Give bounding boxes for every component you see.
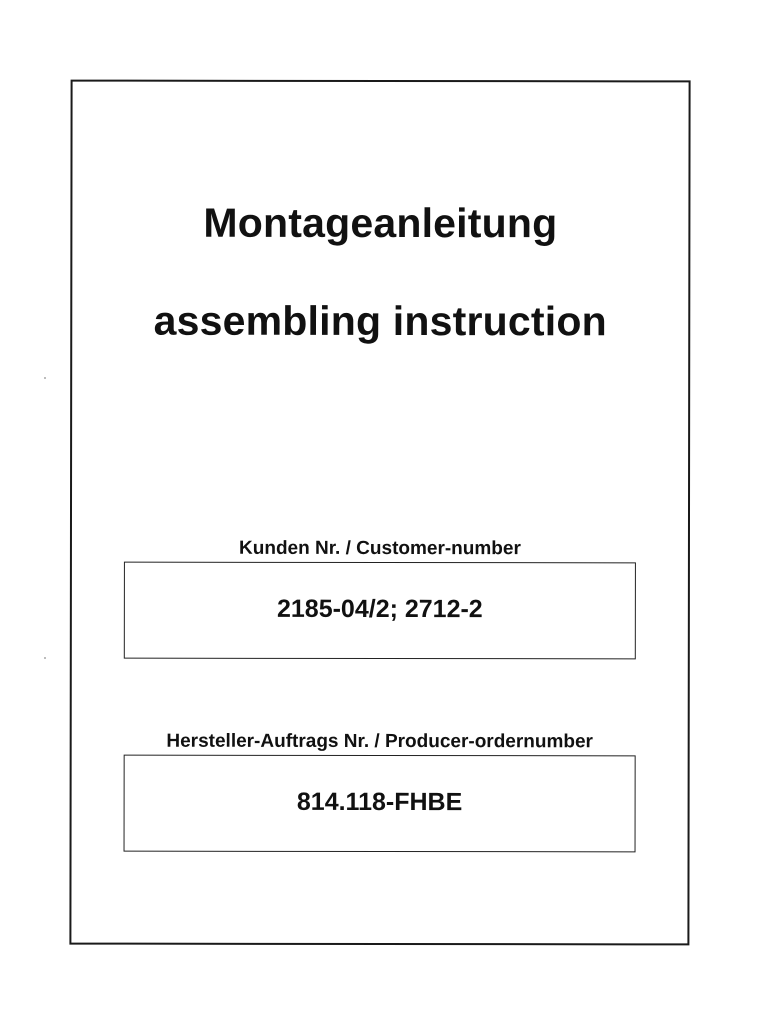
scan-speck <box>44 657 46 659</box>
document-title-german: Montageanleitung <box>203 199 558 247</box>
customer-number-value: 2185-04/2; 2712-2 <box>276 594 483 624</box>
producer-ordernumber-label: Hersteller-Auftrags Nr. / Producer-ordernumber <box>166 730 593 753</box>
document-frame <box>69 80 690 946</box>
customer-number-box <box>124 562 636 660</box>
producer-ordernumber-box <box>124 755 636 853</box>
producer-ordernumber-value: 814.118-FHBE <box>296 787 463 817</box>
customer-number-label: Kunden Nr. / Customer-number <box>238 537 521 560</box>
scan-speck <box>44 377 46 379</box>
document-title-english: assembling instruction <box>153 297 607 345</box>
